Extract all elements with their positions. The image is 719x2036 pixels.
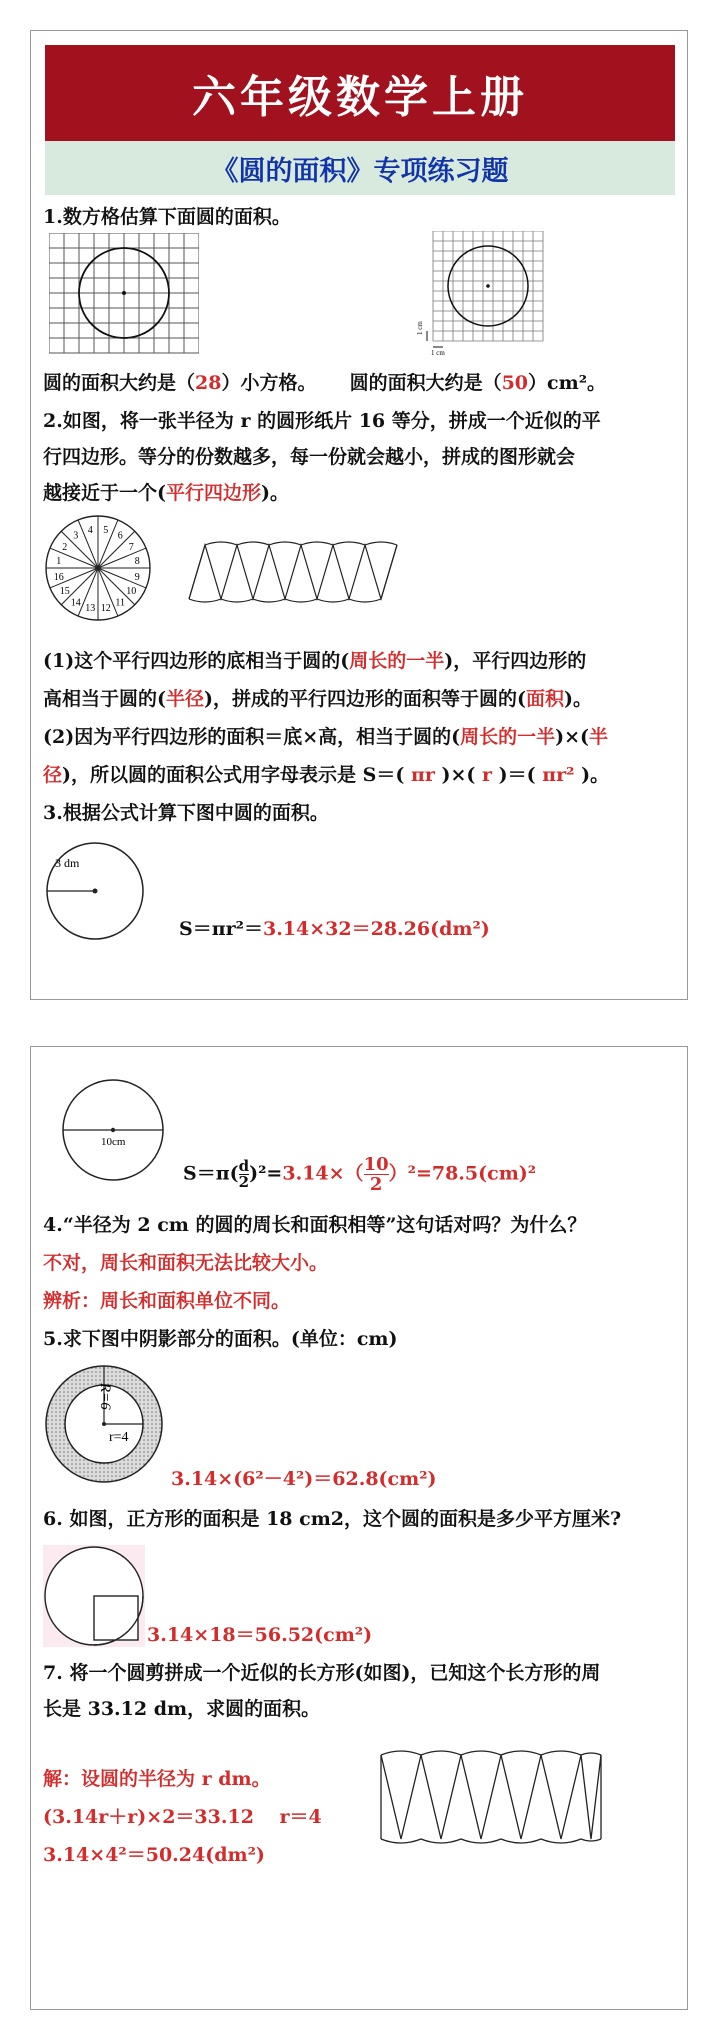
q1-title: 1.数方格估算下面圆的面积。 bbox=[43, 206, 291, 228]
wheel-sector-number: 4 bbox=[87, 524, 93, 536]
q3b-diameter-label: 10cm bbox=[101, 1136, 126, 1148]
q1-answer-b: 50 bbox=[501, 372, 529, 394]
q3-circle-figure bbox=[43, 839, 147, 943]
q7-solution-1: 解：设圆的半径为 r dm。 bbox=[43, 1768, 271, 1790]
q2-sub2-line1: (2)因为平行四边形的面积＝底×高，相当于圆的(周长的一半)×(半 bbox=[43, 726, 609, 748]
wheel-sector-number: 2 bbox=[62, 541, 68, 553]
q3b-solution: S＝π( $\frac{d}{2}$ )²=3.14×（ $\frac{10}{2}$ ）²=78.5(cm)² bbox=[183, 1154, 537, 1195]
q5-r-label: r=4 bbox=[109, 1430, 129, 1445]
q2-line-3: 越接近于一个(平行四边形)。 bbox=[43, 482, 290, 504]
q2-sub1-line1: (1)这个平行四边形的底相当于圆的(周长的一半)，平行四边形的 bbox=[43, 650, 587, 672]
q4-question: 4.“半径为 2 cm 的圆的周长和面积相等”这句话对吗？为什么？ bbox=[43, 1214, 587, 1236]
q4-answer-1: 不对，周长和面积无法比较大小。 bbox=[43, 1252, 329, 1274]
wheel-sector-number: 9 bbox=[134, 571, 140, 583]
wheel-sector-number: 1 bbox=[56, 556, 62, 568]
q2-parallelogram-figure bbox=[183, 539, 403, 609]
q4-answer-2: 辨析：周长和面积单位不同。 bbox=[43, 1290, 291, 1312]
wheel-sector-number: 3 bbox=[73, 530, 79, 542]
q7-line-2: 长是 33.12 dm，求圆的面积。 bbox=[43, 1698, 321, 1720]
q1-unit-vertical: 1 cm bbox=[416, 321, 424, 335]
wheel-sector-number: 5 bbox=[103, 524, 109, 536]
wheel-sector-number: 6 bbox=[117, 530, 123, 542]
wheel-sector-number: 13 bbox=[85, 603, 96, 615]
wheel-sector-number: 14 bbox=[70, 597, 81, 609]
q3-answer: 3.14×32＝28.26(dm²) bbox=[262, 918, 490, 940]
q3-solution: S＝πr²＝3.14×32＝28.26(dm²) bbox=[179, 918, 490, 940]
worksheet-card-1 bbox=[30, 30, 688, 1000]
q5-R-label: R=6 bbox=[97, 1383, 113, 1410]
q2-sub1-line2: 高相当于圆的(半径)，拼成的平行四边形的面积等于圆的(面积)。 bbox=[43, 688, 593, 710]
q6-answer: 3.14×18＝56.52(cm²) bbox=[147, 1624, 373, 1646]
q5-question: 5.求下图中阴影部分的面积。(单位：cm) bbox=[43, 1328, 398, 1350]
q3-radius-label: 3 dm bbox=[55, 856, 80, 870]
q7-rectangle-figure bbox=[371, 1747, 611, 1847]
q2-line-2: 行四边形。等分的份数越多，每一份就会越小，拼成的图形就会 bbox=[43, 446, 576, 468]
q5-ring-figure bbox=[43, 1363, 165, 1485]
q1-unit-horizontal: 1 cm bbox=[431, 349, 445, 355]
wheel-center bbox=[96, 566, 100, 570]
q1-answer-a: 28 bbox=[195, 372, 222, 394]
q6-circle-square-figure bbox=[43, 1545, 145, 1647]
q7-solution-3: 3.14×4²＝50.24(dm²) bbox=[43, 1844, 265, 1866]
q1-grid-circle-right bbox=[413, 231, 553, 355]
q2-sub2-line2: 径)，所以圆的面积公式用字母表示是 S＝( πr )×( r )＝( πr² )。 bbox=[43, 764, 610, 786]
q1-grid-circle-left bbox=[49, 233, 199, 357]
q3-title: 3.根据公式计算下图中圆的面积。 bbox=[43, 802, 329, 824]
wheel-sector-number: 15 bbox=[59, 586, 70, 598]
q2-line-1: 2.如图，将一张半径为 r 的圆形纸片 16 等分，拼成一个近似的平 bbox=[43, 410, 601, 432]
wheel-sector-number: 7 bbox=[128, 541, 134, 553]
title-banner: 六年级数学上册 bbox=[45, 45, 675, 141]
q2-sector-wheel bbox=[43, 513, 153, 623]
q6-question: 6. 如图，正方形的面积是 18 cm2，这个圆的面积是多少平方厘米? bbox=[43, 1508, 622, 1530]
wheel-sector-number: 8 bbox=[134, 556, 140, 568]
q3b-circle-figure bbox=[57, 1077, 169, 1183]
q5-answer: 3.14×(6²－4²)＝62.8(cm²) bbox=[171, 1468, 437, 1490]
wheel-sector-number: 16 bbox=[53, 571, 64, 583]
q2-answer-shape: 平行四边形 bbox=[166, 482, 262, 504]
q1-answer-line: 圆的面积大约是（28）小方格。 圆的面积大约是（50）cm²。 bbox=[43, 372, 607, 394]
wheel-sector-number: 10 bbox=[126, 586, 137, 598]
wheel-sector-number: 11 bbox=[115, 597, 126, 609]
q7-line-1: 7. 将一个圆剪拼成一个近似的长方形(如图)，已知这个长方形的周 bbox=[43, 1662, 601, 1684]
wheel-sector-number: 12 bbox=[100, 603, 111, 615]
worksheet-card-2 bbox=[30, 1046, 688, 2010]
q7-solution-2: (3.14r＋r)×2＝33.12 r＝4 bbox=[43, 1806, 322, 1828]
subtitle-banner: 《圆的面积》专项练习题 bbox=[45, 141, 675, 195]
